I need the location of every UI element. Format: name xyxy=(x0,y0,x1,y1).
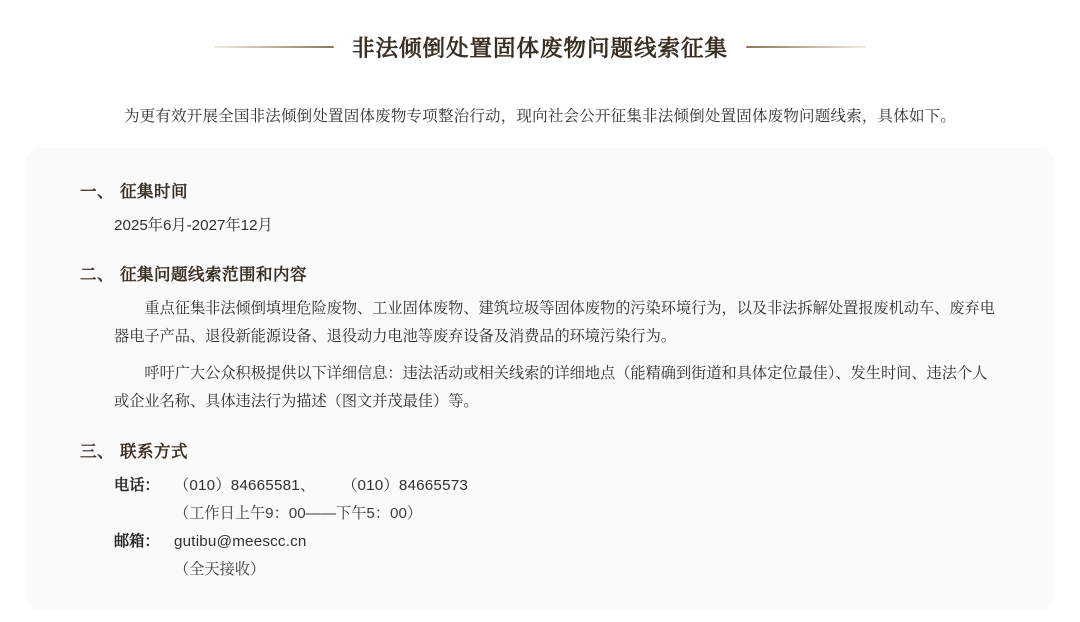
section-1-title: 征集时间 xyxy=(120,183,188,202)
section-1-heading xyxy=(72,178,1008,202)
contact-email-label: 邮箱： xyxy=(114,533,160,551)
section-2-paragraph-2: 呼吁广大公众积极提供以下详细信息：违法活动或相关线索的详细地点（能精确到街道和具体定位最佳）、发生时间、违法个人或企业名称、具体违法行为描述（图文并茂最佳）等。 xyxy=(114,364,988,410)
contact-phone-row xyxy=(114,472,1008,500)
section-3-title: 联系方式 xyxy=(120,442,188,461)
contact-phone-value xyxy=(174,472,468,500)
title-rule-left-icon xyxy=(214,46,334,48)
contact-phone-label: 电话： xyxy=(114,476,160,494)
section-contact xyxy=(72,438,1008,585)
section-1-body-line: 2025年6月-2027年12月 xyxy=(114,217,273,235)
section-scope-and-content xyxy=(72,261,1008,416)
spacer-2 xyxy=(72,424,1008,438)
contact-email-value[interactable]: gutibu@meescc.cn xyxy=(174,533,307,551)
contact-phone-2: （010）84665573 xyxy=(342,476,469,494)
bottom-fade xyxy=(0,612,1080,622)
section-2-paragraph-1: 重点征集非法倾倒填埋危险废物、工业固体废物、建筑垃圾等固体废物的污染环境行为，以及非法拆解处置报废机动车、废弃电器电子产品、退役新能源设备、退役动力电池等废弃设备及消费品的环境污染行为。 xyxy=(114,300,995,346)
section-2-title: 征集问题线索范围和内容 xyxy=(120,266,307,285)
contact-email-note: （全天接收） xyxy=(174,561,266,579)
document-title-row xyxy=(0,0,1080,82)
title-rule-right-icon xyxy=(746,46,866,48)
section-3-heading xyxy=(72,438,1008,462)
section-2-number: 二、 xyxy=(80,266,114,285)
section-1-number: 一、 xyxy=(80,183,114,202)
content-card xyxy=(26,148,1054,610)
spacer-1 xyxy=(72,247,1008,261)
intro-paragraph: 为更有效开展全国非法倾倒处置固体废物专项整治行动，现向社会公开征集非法倾倒处置固体废物问题线索，具体如下。 xyxy=(123,108,957,126)
page-title: 非法倾倒处置固体废物问题线索征集 xyxy=(351,36,728,62)
contact-email-row xyxy=(114,528,1008,556)
section-collection-time xyxy=(72,178,1008,241)
contact-phone-note: （工作日上午9：00——下午5：00） xyxy=(174,504,423,522)
section-3-number: 三、 xyxy=(80,442,114,461)
contact-phone-1: （010）84665581、 xyxy=(174,476,316,494)
contact-block xyxy=(72,472,1008,585)
section-2-heading xyxy=(72,261,1008,285)
section-2-body xyxy=(72,295,1008,416)
